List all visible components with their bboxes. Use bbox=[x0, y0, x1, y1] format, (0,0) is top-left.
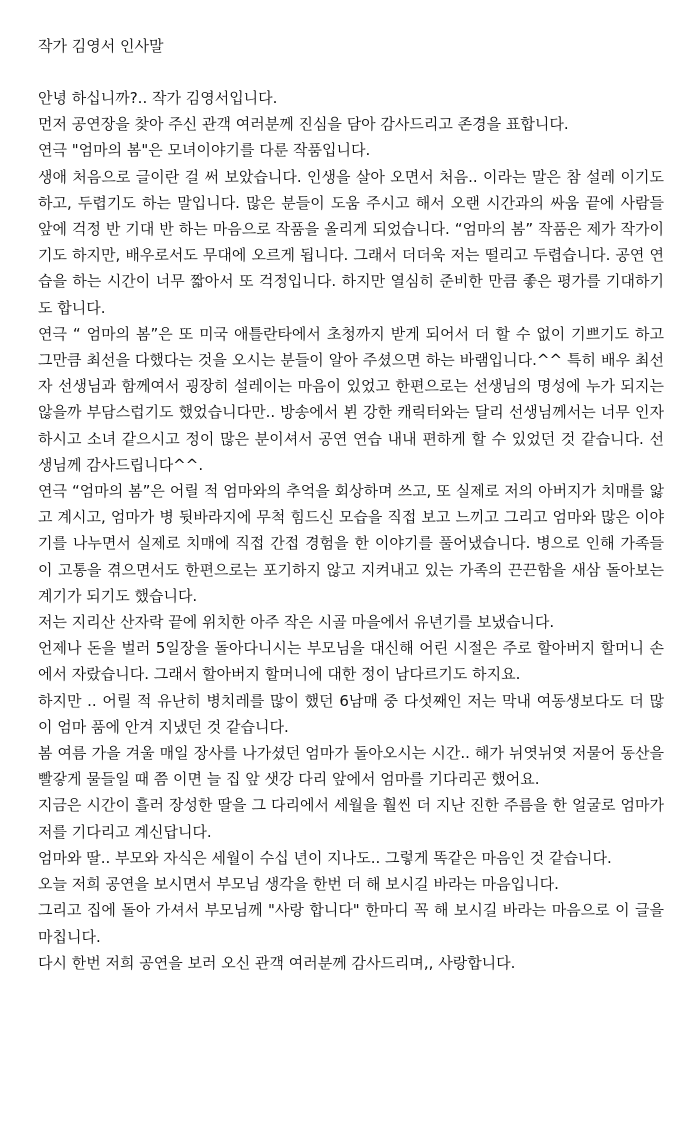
paragraph-closing: 다시 한번 저희 공연을 보러 오신 관객 여러분께 감사드리며,, 사랑합니다. bbox=[38, 953, 516, 972]
paragraph-thanks: 먼저 공연장을 찾아 주신 관객 여러분께 진심을 담아 감사드리고 존경을 표합니다. bbox=[38, 115, 569, 134]
paragraph-grandparents: 언제나 돈을 벌러 5일장을 돌아다니시는 부모님을 대신해 어린 시절은 주로 할아버지 할머니 손에서 자랐습니다. 그래서 할아버지 할머니에 대한 정이 남다르기도 하지요. bbox=[38, 639, 664, 684]
paragraph-first-writing: 생애 처음으로 글이란 걸 써 보았습니다. 인생을 살아 오면서 처음.. 이라는 말은 참 설레 이기도하고, 두렵기도 하는 말입니다. 많은 분들이 도움 주시고 해서 오랜 시간과의 싸움 끝에 사람들 앞에 걱정 반 기대 반 하는 마음으로 작품을 올리게 되었습니다. “엄마의 봄” 작품은 제가 작가이기도 하지만, 배우로서도 무대에 오르게 됩니다. 그래서 더더욱 저는 떨리고 두렵습니다. 공연 연습을 하는 시간이 너무 짧아서 또 걱정입니다. 하지만 열심히 준비한 만큼 좋은 평가를 기대하기도 합니다. bbox=[38, 167, 664, 317]
paragraph-sickly-child: 하지만 .. 어릴 적 유난히 병치레를 많이 했던 6남매 중 다섯째인 저는 막내 여동생보다도 더 많이 엄마 품에 안겨 지냈던 것 같습니다. bbox=[38, 691, 664, 736]
paragraph-greeting: 안녕 하십니까?.. 작가 김영서입니다. bbox=[38, 89, 278, 107]
paragraph-story-origin: 연극 “엄마의 봄”은 어릴 적 엄마와의 추억을 회상하며 쓰고, 또 실제로 저의 아버지가 치매를 앓고 계시고, 엄마가 병 뒷바라지에 무척 힘드신 모습을 직접 보고 느끼고 그리고 엄마와 많은 이야기를 나누면서 실제로 치매에 직접 간접 경험을 한 이야기를 풀어냈습니다. 병으로 인해 가족들이 고통을 겪으면서도 한편으로는 포기하지 않고 지켜내고 있는 가족의 끈끈함을 새삼 돌아보는 계기가 되기도 했습니다. bbox=[38, 482, 664, 605]
document-title: 작가 김영서 인사말 bbox=[38, 37, 164, 55]
paragraph-waiting-bridge: 봄 여름 가을 겨울 매일 장사를 나가셨던 엄마가 돌아오시는 시간.. 해가 뉘엿뉘엿 저물어 동산을 빨갛게 물들일 때 쯤 이면 늘 집 앞 샛강 다리 앞에서 엄마를 기다리곤 했어요. bbox=[38, 744, 664, 789]
paragraph-play-intro: 연극 "엄마의 봄"은 모녀이야기를 다룬 작품입니다. bbox=[38, 141, 371, 160]
paragraph-atlanta-invitation: 연극 “ 엄마의 봄”은 또 미국 애틀란타에서 초청까지 받게 되어서 더 할 수 없이 기쁘기도 하고 그만큼 최선을 다했다는 것을 오시는 분들이 알아 주셨으면 하는 바램입니다.^^ 특히 배우 최선자 선생님과 함께여서 굉장히 설레이는 마음이 있었고 한편으로는 선생님의 명성에 누가 되지는 않을까 부담스럽기도 했었습니다만.. 방송에서 뵌 강한 캐릭터와는 달리 선생님께서는 너무 인자하시고 소녀 같으시고 정이 많은 분이셔서 공연 연습 내내 편하게 할 수 있었던 것 같습니다. 선생님께 감사드립니다^^. bbox=[38, 324, 664, 474]
paragraph-mother-daughter: 엄마와 딸.. 부모와 자식은 세월이 수십 년이 지나도.. 그렇게 똑같은 마음인 것 같습니다. bbox=[38, 848, 612, 867]
paragraph-say-i-love-you: 그리고 집에 돌아 가셔서 부모님께 "사랑 합니다" 한마디 꼭 해 보시길 바라는 마음으로 이 글을 마칩니다. bbox=[38, 901, 664, 946]
paragraph-think-of-parents: 오늘 저희 공연을 보시면서 부모님 생각을 한번 더 해 보시길 바라는 마음입니다. bbox=[38, 875, 559, 894]
paragraph-childhood-village: 저는 지리산 산자락 끝에 위치한 아주 작은 시골 마을에서 유년기를 보냈습니다. bbox=[38, 613, 555, 632]
paragraph-mother-waits: 지금은 시간이 흘러 장성한 딸을 그 다리에서 세월을 훨씬 더 지난 진한 주름을 한 얼굴로 엄마가 저를 기다리고 계신답니다. bbox=[38, 796, 664, 841]
document-page bbox=[38, 34, 664, 976]
